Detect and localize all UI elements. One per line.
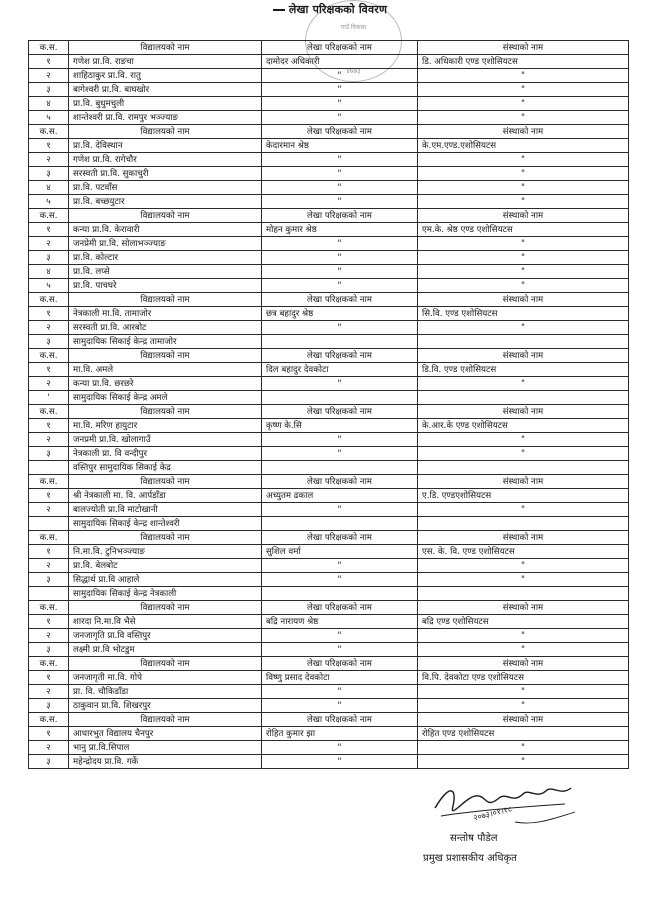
header-cell: विद्यालयको नाम — [69, 475, 262, 489]
header-cell: विद्यालयको नाम — [69, 601, 262, 615]
header-cell: लेखा परिक्षकको नाम — [262, 125, 418, 139]
signature-mark — [395, 778, 655, 848]
table-row — [29, 223, 629, 237]
serial-cell: २ — [29, 433, 69, 447]
auditor-name-cell: " — [262, 279, 418, 293]
table-row — [29, 391, 629, 405]
firm-name-cell: " — [418, 195, 629, 209]
header-row — [29, 209, 629, 223]
table-row — [29, 559, 629, 573]
firm-name-cell: " — [418, 111, 629, 125]
header-cell: विद्यालयको नाम — [69, 41, 262, 55]
header-cell: विद्यालयको नाम — [69, 405, 262, 419]
table-row — [29, 629, 629, 643]
school-name-cell: बागेश्वरी प्रा.वि. बाघखोर — [69, 83, 262, 97]
header-cell: क.स. — [29, 405, 69, 419]
auditor-name-cell: " — [262, 433, 418, 447]
school-name-cell: भानु प्रा.वि.सिपाल — [69, 741, 262, 755]
header-row — [29, 601, 629, 615]
auditor-name-cell: रोहित कुमार झा — [262, 727, 418, 741]
school-name-cell: बालज्योती प्रा.वि माटोखानी — [69, 503, 262, 517]
school-name-cell: प्रा.वि. बुधुमचुली — [69, 97, 262, 111]
firm-name-cell: " — [418, 377, 629, 391]
header-cell: लेखा परिक्षकको नाम — [262, 475, 418, 489]
title-dash — [273, 9, 285, 11]
serial-cell: २ — [29, 321, 69, 335]
table-row — [29, 363, 629, 377]
school-name-cell: गणेश प्रा.वि. राङचा — [69, 55, 262, 69]
header-cell: क.स. — [29, 657, 69, 671]
table-row — [29, 377, 629, 391]
school-name-cell: जनप्रमी प्रा.वि. खोलागाउँ — [69, 433, 262, 447]
header-row — [29, 349, 629, 363]
school-name-cell: मा.वि. अमले — [69, 363, 262, 377]
auditor-name-cell: " — [262, 741, 418, 755]
firm-name-cell: " — [418, 83, 629, 97]
header-row — [29, 293, 629, 307]
firm-name-cell: " — [418, 251, 629, 265]
firm-name-cell: " — [418, 153, 629, 167]
serial-cell: ३ — [29, 167, 69, 181]
firm-name-cell: रोहित एण्ड एशोसियटस — [418, 727, 629, 741]
firm-name-cell: " — [418, 181, 629, 195]
school-name-cell: सामुदायिक सिकाई केन्द्र अमले — [69, 391, 262, 405]
header-cell: संस्थाको नाम — [418, 405, 629, 419]
auditor-name-cell: " — [262, 559, 418, 573]
table-row — [29, 461, 629, 475]
serial-cell: ५ — [29, 111, 69, 125]
serial-cell: ३ — [29, 699, 69, 713]
school-name-cell: जनजागृती मा.वि. गोपे — [69, 671, 262, 685]
header-cell: लेखा परिक्षकको नाम — [262, 405, 418, 419]
auditor-name-cell: " — [262, 265, 418, 279]
auditor-table-body — [29, 41, 629, 769]
auditor-name-cell: " — [262, 643, 418, 657]
table-row — [29, 433, 629, 447]
table-row — [29, 741, 629, 755]
auditor-name-cell: " — [262, 153, 418, 167]
firm-name-cell: " — [418, 433, 629, 447]
header-cell: क.स. — [29, 293, 69, 307]
firm-name-cell: " — [418, 503, 629, 517]
school-name-cell: नि.मा.वि. टुनिभञ्ज्याङ — [69, 545, 262, 559]
header-cell: विद्यालयको नाम — [69, 349, 262, 363]
firm-name-cell: के.आर.के एण्ड एशोसियटस — [418, 419, 629, 433]
header-cell: लेखा परिक्षकको नाम — [262, 41, 418, 55]
school-name-cell: कन्या प्रा.वि. छरछरे — [69, 377, 262, 391]
serial-cell: ३ — [29, 573, 69, 587]
firm-name-cell: बद्रि एण्ड एशोसियटस — [418, 615, 629, 629]
table-row — [29, 307, 629, 321]
header-cell: लेखा परिक्षकको नाम — [262, 713, 418, 727]
school-name-cell: नेत्रकाली प्रा. वि वन्दीपुर — [69, 447, 262, 461]
header-row — [29, 475, 629, 489]
serial-cell: २ — [29, 377, 69, 391]
school-name-cell: शान्तेश्वरी प्रा.वि. रामपुर भञ्ज्याङ — [69, 111, 262, 125]
serial-cell: ३ — [29, 251, 69, 265]
school-name-cell: जनप्रेमी प्रा.वि. सोलाभञ्ज्याङ — [69, 237, 262, 251]
header-cell: संस्थाको नाम — [418, 531, 629, 545]
school-name-cell: आधारभुत विद्यालय चैनपुर — [69, 727, 262, 741]
firm-name-cell: के.एम.एण्ड.एशोसियटस — [418, 139, 629, 153]
auditor-name-cell — [262, 335, 418, 349]
header-cell: विद्यालयको नाम — [69, 209, 262, 223]
header-cell: लेखा परिक्षकको नाम — [262, 531, 418, 545]
serial-cell: ४ — [29, 181, 69, 195]
header-row — [29, 405, 629, 419]
serial-cell: १ — [29, 419, 69, 433]
serial-cell: ५ — [29, 195, 69, 209]
table-row — [29, 139, 629, 153]
auditor-name-cell: सुशिल वर्मा — [262, 545, 418, 559]
table-row — [29, 573, 629, 587]
school-name-cell: सामुदायिक सिकाई केन्द्र तामाजोर — [69, 335, 262, 349]
table-row — [29, 167, 629, 181]
header-row — [29, 657, 629, 671]
firm-name-cell: " — [418, 629, 629, 643]
header-row — [29, 531, 629, 545]
header-cell: क.स. — [29, 713, 69, 727]
serial-cell: २ — [29, 685, 69, 699]
serial-cell: २ — [29, 629, 69, 643]
firm-name-cell: डि. अधिकारी एण्ड एशोसियटस — [418, 55, 629, 69]
table-row — [29, 265, 629, 279]
auditor-table — [28, 40, 629, 769]
table-row — [29, 195, 629, 209]
serial-cell: २ — [29, 741, 69, 755]
table-row — [29, 251, 629, 265]
table-row — [29, 587, 629, 601]
auditor-name-cell: " — [262, 685, 418, 699]
signatory-name: सन्तोष पौडेल — [450, 833, 498, 844]
school-name-cell: कन्या प्रा.वि. केरावारी — [69, 223, 262, 237]
school-name-cell: गणेश प्रा.वि. रागेचौर — [69, 153, 262, 167]
school-name-cell: वस्तिपुर सामुदायिक सिकाई केद्र — [69, 461, 262, 475]
auditor-name-cell: बद्रि नारायण श्रेष्ठ — [262, 615, 418, 629]
auditor-name-cell: " — [262, 447, 418, 461]
stamp-number: ४७७३ — [346, 67, 361, 75]
school-name-cell: प्रा. वि. चौकिडाँडा — [69, 685, 262, 699]
serial-cell — [29, 461, 69, 475]
header-row — [29, 41, 629, 55]
auditor-name-cell: विष्णु प्रसाद देवकोटा — [262, 671, 418, 685]
table-row — [29, 447, 629, 461]
firm-name-cell: डि.वि. एण्ड एशोसियटस — [418, 363, 629, 377]
auditor-name-cell — [262, 391, 418, 405]
school-name-cell: शारदा नि.मा.वि भैसे — [69, 615, 262, 629]
firm-name-cell: सि.वि. एण्ड एशोसियटस — [418, 307, 629, 321]
table-row — [29, 671, 629, 685]
header-row — [29, 713, 629, 727]
serial-cell: ४ — [29, 97, 69, 111]
auditor-name-cell: " — [262, 251, 418, 265]
serial-cell — [29, 587, 69, 601]
header-cell: क.स. — [29, 475, 69, 489]
table-row — [29, 699, 629, 713]
header-cell: संस्थाको नाम — [418, 601, 629, 615]
header-cell: संस्थाको नाम — [418, 293, 629, 307]
auditor-name-cell: " — [262, 321, 418, 335]
auditor-name-cell: " — [262, 83, 418, 97]
firm-name-cell: " — [418, 97, 629, 111]
signatory-designation: प्रमुख प्रशासकीय अधिकृत — [423, 853, 517, 864]
auditor-name-cell: " — [262, 97, 418, 111]
header-cell: लेखा परिक्षकको नाम — [262, 657, 418, 671]
school-name-cell: सिद्धार्थ प्रा.वि आहाले — [69, 573, 262, 587]
header-cell: संस्थाको नाम — [418, 713, 629, 727]
serial-cell: २ — [29, 153, 69, 167]
header-cell: संस्थाको नाम — [418, 657, 629, 671]
header-row — [29, 125, 629, 139]
firm-name-cell: एम.के. श्रेष्ठ एण्ड एशोसियटस — [418, 223, 629, 237]
auditor-name-cell — [262, 461, 418, 475]
serial-cell: १ — [29, 307, 69, 321]
serial-cell: २ — [29, 503, 69, 517]
school-name-cell: सरस्वती प्रा.वि. सुकाचुरी — [69, 167, 262, 181]
firm-name-cell: ए.डि. एण्डएशोसियटस — [418, 489, 629, 503]
header-cell: लेखा परिक्षकको नाम — [262, 209, 418, 223]
table-row — [29, 419, 629, 433]
school-name-cell: नेत्रकाली मा.वि. तामाजोर — [69, 307, 262, 321]
header-cell: संस्थाको नाम — [418, 209, 629, 223]
firm-name-cell: वि.पि. देवकोटा एण्ड एशोसियटस — [418, 671, 629, 685]
firm-name-cell — [418, 461, 629, 475]
firm-name-cell — [418, 587, 629, 601]
serial-cell: १ — [29, 545, 69, 559]
auditor-name-cell: " — [262, 195, 418, 209]
auditor-name-cell: " — [262, 503, 418, 517]
auditor-name-cell: " — [262, 181, 418, 195]
firm-name-cell: " — [418, 699, 629, 713]
table-row — [29, 97, 629, 111]
signature-date: २०७३।०१।१८ — [472, 804, 513, 823]
title-text: लेखा परिक्षकको विवरण — [288, 3, 388, 16]
firm-name-cell: " — [418, 265, 629, 279]
serial-cell: ३ — [29, 643, 69, 657]
table-row — [29, 489, 629, 503]
header-cell: विद्यालयको नाम — [69, 125, 262, 139]
serial-cell: १ — [29, 223, 69, 237]
serial-cell: २ — [29, 69, 69, 83]
school-name-cell: प्रा.वि. पाचघरे — [69, 279, 262, 293]
table-row — [29, 615, 629, 629]
auditor-name-cell: " — [262, 69, 418, 83]
header-cell: क.स. — [29, 349, 69, 363]
header-cell: क.स. — [29, 209, 69, 223]
auditor-name-cell: " — [262, 167, 418, 181]
table-row — [29, 279, 629, 293]
serial-cell: ' — [29, 391, 69, 405]
auditor-name-cell: दिल बहादुर देवकोटा — [262, 363, 418, 377]
auditor-name-cell: कृष्ण के.सि — [262, 419, 418, 433]
serial-cell: ४ — [29, 265, 69, 279]
firm-name-cell: " — [418, 321, 629, 335]
table-row — [29, 517, 629, 531]
serial-cell: २ — [29, 237, 69, 251]
school-name-cell: ठाकुवान प्रा.वि. शिखरपुर — [69, 699, 262, 713]
school-name-cell: प्रा.वि. देविस्थान — [69, 139, 262, 153]
firm-name-cell: " — [418, 447, 629, 461]
table-row — [29, 55, 629, 69]
table-row — [29, 685, 629, 699]
table-row — [29, 83, 629, 97]
table-row — [29, 181, 629, 195]
firm-name-cell: एस. के. वि. एण्ड एशोसियटस — [418, 545, 629, 559]
header-cell: संस्थाको नाम — [418, 475, 629, 489]
firm-name-cell: " — [418, 741, 629, 755]
header-cell: क.स. — [29, 531, 69, 545]
serial-cell: ५ — [29, 279, 69, 293]
firm-name-cell: " — [418, 69, 629, 83]
signature-block — [395, 778, 655, 898]
serial-cell: ३ — [29, 755, 69, 769]
auditor-name-cell — [262, 517, 418, 531]
auditor-name-cell: केदारमान श्रेष्ठ — [262, 139, 418, 153]
serial-cell: १ — [29, 55, 69, 69]
header-cell: विद्यालयको नाम — [69, 293, 262, 307]
firm-name-cell — [418, 517, 629, 531]
table-row — [29, 69, 629, 83]
serial-cell: २ — [29, 559, 69, 573]
table-row — [29, 503, 629, 517]
school-name-cell: प्रा.वि. बच्छयुटार — [69, 195, 262, 209]
auditor-name-cell: " — [262, 755, 418, 769]
table-row — [29, 321, 629, 335]
firm-name-cell: " — [418, 643, 629, 657]
table-row — [29, 237, 629, 251]
header-cell: लेखा परिक्षकको नाम — [262, 293, 418, 307]
school-name-cell: मा.वि. मरिण हायुटार — [69, 419, 262, 433]
header-cell: संस्थाको नाम — [418, 349, 629, 363]
auditor-name-cell: " — [262, 111, 418, 125]
header-cell: संस्थाको नाम — [418, 41, 629, 55]
school-name-cell: सरस्वती प्रा.वि. आरबोट — [69, 321, 262, 335]
header-cell: क.स. — [29, 601, 69, 615]
auditor-name-cell: " — [262, 629, 418, 643]
firm-name-cell — [418, 335, 629, 349]
header-cell: विद्यालयको नाम — [69, 713, 262, 727]
header-cell: लेखा परिक्षकको नाम — [262, 349, 418, 363]
firm-name-cell: " — [418, 237, 629, 251]
serial-cell: ३ — [29, 335, 69, 349]
school-name-cell: जनजागृति प्रा.वि वस्तिपुर — [69, 629, 262, 643]
table-row — [29, 111, 629, 125]
serial-cell: १ — [29, 727, 69, 741]
auditor-name-cell: अच्युतम ढकाल — [262, 489, 418, 503]
header-cell: संस्थाको नाम — [418, 125, 629, 139]
auditor-name-cell: छत्र बहादुर श्रेष्ठ — [262, 307, 418, 321]
school-name-cell: सामुदायिक सिकाई केन्द्र शान्तेश्वरी — [69, 517, 262, 531]
school-name-cell: शाहिठाकुर प्रा.वि. रातु — [69, 69, 262, 83]
school-name-cell: प्रा.वि. बेलबोट — [69, 559, 262, 573]
firm-name-cell: " — [418, 685, 629, 699]
header-cell: विद्यालयको नाम — [69, 657, 262, 671]
auditor-name-cell: " — [262, 377, 418, 391]
table-row — [29, 727, 629, 741]
header-cell: क.स. — [29, 125, 69, 139]
firm-name-cell — [418, 391, 629, 405]
auditor-name-cell — [262, 587, 418, 601]
school-name-cell: श्री नेत्रकाली मा. वि. आर्पडाँडा — [69, 489, 262, 503]
header-cell: विद्यालयको नाम — [69, 531, 262, 545]
auditor-name-cell: " — [262, 237, 418, 251]
serial-cell: ३ — [29, 83, 69, 97]
firm-name-cell: " — [418, 559, 629, 573]
table-row — [29, 643, 629, 657]
serial-cell: ३ — [29, 447, 69, 461]
firm-name-cell: " — [418, 279, 629, 293]
table-row — [29, 335, 629, 349]
school-name-cell: प्रा.वि. लप्से — [69, 265, 262, 279]
auditor-name-cell: मोहन कुमार श्रेष्ठ — [262, 223, 418, 237]
serial-cell: १ — [29, 139, 69, 153]
serial-cell — [29, 517, 69, 531]
stamp-text: गाउँ विकास — [340, 24, 367, 31]
firm-name-cell: " — [418, 167, 629, 181]
header-cell: क.स. — [29, 41, 69, 55]
school-name-cell: प्रा.वि. पटवाँस — [69, 181, 262, 195]
school-name-cell: सामुदायिक सिकाई केन्द्र नेत्रकाली — [69, 587, 262, 601]
table-row — [29, 755, 629, 769]
serial-cell: १ — [29, 671, 69, 685]
school-name-cell: प्रा.वि. कोल्टार — [69, 251, 262, 265]
school-name-cell: लक्ष्मी प्रा.वि भोटडुम — [69, 643, 262, 657]
serial-cell: १ — [29, 489, 69, 503]
firm-name-cell: " — [418, 573, 629, 587]
school-name-cell: महेन्द्रोदय प्रा.वि. गर्के — [69, 755, 262, 769]
firm-name-cell: " — [418, 755, 629, 769]
auditor-name-cell: " — [262, 699, 418, 713]
auditor-name-cell: " — [262, 573, 418, 587]
header-cell: लेखा परिक्षकको नाम — [262, 601, 418, 615]
table-row — [29, 545, 629, 559]
auditor-name-cell: दामोदर अधिकारी — [262, 55, 418, 69]
table-row — [29, 153, 629, 167]
serial-cell: १ — [29, 615, 69, 629]
serial-cell: १ — [29, 363, 69, 377]
